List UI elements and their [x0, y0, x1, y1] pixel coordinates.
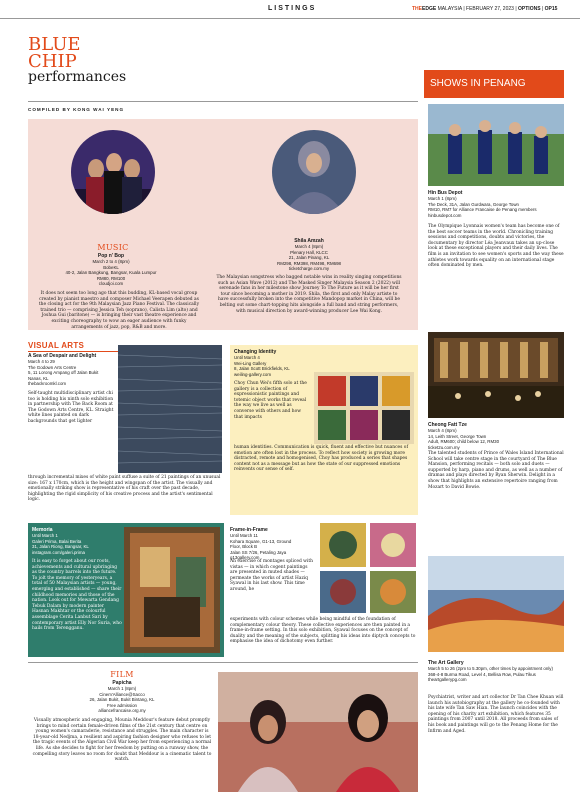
hin-event-title: Hin Bus Depot	[428, 190, 463, 196]
cheong-body: The talented students of Prince of Wales Island International School will take centre stage in the courtyard of The Blue Mansion, performing recitals — both solo and duets — supported by harp, piano and drums, as well as a number of dramas and plays directed by Ryan Sherwin. Delight in a show that highlights an extensive repertoire ranging from Mozart to David Bowie.	[428, 451, 564, 490]
music-event-title: Pop n' Bop	[97, 253, 125, 259]
sea-body-bottom: through incremental mixes of white paint suffuse a suite of 21 paintings of an unusual size: 167 x 170cm, which is the height and wingspan of the artist. The visually and emotionally striking show is representative of his craft over the past decade, highlighting the rigid simplicity of his creative process and the artist's sentimental logic.	[28, 475, 221, 503]
frame-line: g13gallery.com	[230, 555, 260, 561]
cheong-line: Adult, RM600; child below 12, RM30	[428, 439, 500, 445]
title-performances: performances	[28, 69, 127, 85]
music-line: March 2 to 4 (8pm)	[92, 259, 130, 264]
changing-details	[234, 349, 312, 377]
changing-event-title: Changing Identity	[234, 349, 277, 355]
header-rule	[0, 18, 580, 19]
pipe: |	[463, 6, 465, 12]
frame-line: Until March 11	[230, 533, 258, 538]
hin-photo	[428, 104, 564, 186]
music-details	[40, 253, 182, 287]
frame-line: Floor, Block B	[230, 544, 258, 550]
hin-line: March 1 (8pm)	[428, 196, 457, 201]
hin-line: RM10, RM7 for Alliance Francaise de Penang members	[428, 207, 537, 213]
penang-banner: SHOWS IN PENANG	[424, 70, 564, 98]
music-line: 40-2, Jalan Bangkung, Bangsar, Kuala Lumpur	[65, 270, 157, 276]
hin-body: The Olympique Lyonnais women's team has become one of the best soccer teams in the world. Chronicling training sessions and competitions, doubts and victories, the documentary by director Léa Jeanvaux takes an up-close look at these exceptional players and their daily lives. The film is an invitation to see women's sports and the way these athletes work towards equality on an international stage often dominated by men.	[428, 224, 564, 269]
changing-line: weiling-gallery.com	[234, 371, 272, 377]
sea-line: March 4 to 29	[28, 359, 55, 364]
art-gallery-painting	[428, 556, 564, 652]
memoria-artwork	[124, 527, 220, 653]
memoria-line: Galeri Prima, Balai Berita	[32, 538, 82, 544]
shila-details	[236, 238, 382, 272]
changing-body-top: Choy Chun Wei's fifth solo at the gallery is a collection of expressionistic paintings and totemic object works that reveal the way we live as well as converse with others and how that impacts	[234, 381, 307, 420]
film-line: alliancefrancaise.org.my	[98, 708, 146, 714]
sea-painting	[118, 345, 222, 473]
art-event-title: The Art Gallery	[428, 660, 464, 666]
cheong-details	[428, 422, 564, 450]
art-line: 368-4-8 Burma Road, Level 4, Bellisa Row, Pulau Tikus	[428, 671, 536, 677]
issue-date: FEBRUARY 27, 2023	[466, 6, 514, 12]
frame-body-top: An exercise of montages spliced with vistas — in which cogent paintings are presented in muted shades — permeate the works of artist Haziq Syawal in his last show. This time around, he	[230, 559, 313, 592]
title-blue: BLUE	[28, 34, 81, 55]
pages-section: OPTIONS	[518, 6, 541, 12]
art-line: March 5 to 26 (2pm to 5.30pm, other times by appointment only)	[428, 666, 553, 671]
cheong-photo	[428, 332, 564, 418]
cheong-line: 14, Leith Street, George Town	[428, 433, 487, 439]
film-line: Cinem'Alliance@Sacco	[99, 691, 145, 697]
pipe: |	[515, 6, 517, 12]
title-chip: CHIP	[28, 51, 77, 72]
memoria-line: Until March 1	[32, 533, 58, 538]
visual-arts-section-title: VISUAL ARTS	[28, 341, 85, 350]
changing-line: Until March 4	[234, 355, 260, 360]
pipe: |	[541, 6, 544, 12]
frame-body-bottom: experiments with colour schemes while being mindful of the foundation of complementary colour theory. These collective experiences are then painted in a frame-in-frame setting. In this solo exhibition, Syawal focuses on the concept of duality and the meaning of the subjects, splitting his ideas into diptych concepts to emphasise the idea of dichotomy even further.	[230, 617, 416, 645]
memoria-details	[32, 527, 122, 555]
byline-rule	[28, 101, 418, 102]
music-body: It does not seem too long ago that this budding, KL-based vocal group created by pianist maestro and composer Michael Veerapen debuted as the closing act for the 9th Malaysian Jazz Piano Festival. The classically trained trio — comprising Jessica Teh (soprano), Calista Lim (alto) and Joshua Gui (baritone) — is bringing their vast theatre experience and exciting choreography to wow an eager audience with funky arrangements of jazz, pop, R&B and more.	[38, 291, 200, 330]
brand-the: THE	[412, 6, 422, 12]
shila-line: ticketcharge.com.my	[288, 266, 330, 272]
art-details	[428, 660, 564, 683]
music-line: RM80, RM100	[96, 275, 126, 281]
film-section-title: FILM	[110, 670, 134, 679]
shila-body: The Malaysian songstress who bagged notable wins in reality singing competitions such as Asian Wave (2012) and The Masked Singer Malaysia Season 2 (2022) will serenade fans in her milestone show Journey To The Future as it will be her first tour since becoming a mother in 2019. Shila, the first and only Malay artiste to have successfully broken into the competitive Mandopop market in China, will be belting out some chart-topping hits alongside a full band and string performers, with musical direction by award-winning producer Lee Wai Kong.	[216, 275, 402, 314]
sea-line: The Godown Arts Centre	[28, 364, 77, 370]
changing-body-bottom: human identities. Communication is quick, fluent and effective but nuances of emotion are often lost in the process. To reflect how society is growing more distracted, remote and homogenised, Choy has produced a series that shapes content not as a message but as how the state of our suppressed emotions reinvents our sense of self.	[234, 445, 409, 473]
shila-event-title: Shila Amzah	[294, 238, 324, 244]
frame-event-title: Frame-in-Frame	[230, 527, 268, 533]
sea-line: Nanas, KL	[28, 375, 49, 381]
film-line: Free admission	[106, 702, 137, 708]
cheong-event-title: Cheong Fatt Tze	[428, 422, 467, 428]
sea-line: thebackroomkl.com	[28, 381, 67, 387]
papicha-still	[218, 672, 418, 792]
film-body: Visually atmospheric and engaging, Mounia Meddour's feature debut promptly brings to mind certain female-driven films of the 21st century that centre on young women's camaraderie, resistance and struggles. The main character is 18-year-old Nedjma, a resilient and aspiring fashion designer who refuses to let the tragic events of the Algerian Civil War keep her from experiencing a normal life. As she decides to fight for her freedom by putting on a runway show, the compelling story leaves no room for doubt that Meddour is a cinematic talent to watch.	[32, 718, 212, 763]
brand-rest: MALAYSIA	[437, 6, 462, 12]
sea-details	[28, 353, 114, 387]
art-body: Psychiatrist, writer and art collector Dr Tan Chee Khuan will launch his autobiography at the gallery he co-founded with his late wife Tan Saw Hian. The launch coincides with the opening of his charity art exhibition, which features 35 paintings from 2007 until 2018. All proceeds from sales of his book and paintings will go to the Penang Home for the Infirm and Aged.	[428, 695, 564, 734]
shila-line: March 4 (8pm)	[294, 244, 324, 249]
shila-amzah-photo	[271, 129, 357, 215]
pop-n-bop-photo	[70, 129, 156, 215]
cheong-line: ticket2u.com.my	[428, 444, 460, 450]
film-divider	[28, 662, 418, 663]
masthead	[412, 6, 557, 12]
frame-artwork	[318, 521, 418, 615]
memoria-body: It is easy to forget about our roots, achievements and cultural upbringing as the country barrels into the future. To jolt the memory of yesteryears, a total of 50 Malaysian artists — young, emerging and established — share their childhood memories and those of the nation. Look out for Mewarta Gendang Tebuk Dalam by modern painter Hasnan Makhtar or the colourful assemblage Cerita Lanbut Sari by contemporary artist Elly Nor Suria, who hails from Terengganu.	[32, 559, 122, 632]
memoria-line: instagram.com/galeri.prima	[32, 549, 85, 555]
shila-line: 21, Jalan Pinang, KL	[288, 255, 330, 261]
shila-line: RM298, RM398, RM498, RM698	[277, 260, 341, 266]
memoria-event-title: Memoria	[32, 527, 53, 533]
hin-details	[428, 190, 564, 218]
hin-line: hinbusdepot.com	[428, 212, 462, 218]
film-line: March 1 (8pm)	[107, 686, 137, 691]
sea-event-title: A Sea of Despair and Delight	[28, 353, 97, 359]
byline: COMPILED BY KONG WAI YENG	[28, 107, 125, 112]
hin-line: The Deck, 31A, Jalan Gurdwara, George Town	[428, 201, 519, 207]
page-number: OP15	[544, 6, 558, 12]
music-line: cloudjoi.com	[98, 281, 124, 287]
frame-line: Jalan SS 7/26, Petaling Jaya	[230, 549, 287, 555]
film-line: 26, Jalan Bukit, Bukit Bintang, KL	[89, 697, 155, 703]
film-details	[52, 680, 192, 714]
frame-details	[230, 527, 318, 561]
sea-body-top: Self-taught multidisciplinary artist chi too is holding his ninth solo exhibition in partnership with The Back Room at The Godown Arts Centre, KL. Straight white lines painted on dark backgrounds that get lighter	[28, 391, 114, 424]
film-event-title: Papicha	[112, 680, 132, 686]
sea-line: 5, 11 Lorong Ampang off Jalan Bukit	[28, 370, 99, 376]
frame-line: Kohara Square, G1-13, Ground	[230, 538, 292, 544]
brand-edge: EDGE	[422, 6, 437, 12]
shila-line: Plenary Hall, KLCC	[290, 249, 328, 255]
memoria-line: 31, Jalan Riong, Bangsar, KL	[32, 544, 89, 550]
changing-line: Wei-Ling Gallery	[234, 360, 267, 366]
changing-line: 8, Jalan Scott Brickfields, KL	[234, 366, 290, 372]
music-section-title: MUSIC	[97, 243, 129, 252]
cheong-line: March 4 (8pm)	[428, 428, 457, 433]
music-line: BobeKL	[103, 264, 119, 270]
art-line: theartgallerypg.com	[428, 677, 467, 683]
section-label: LISTINGS	[268, 5, 317, 12]
changing-artwork	[314, 372, 414, 444]
